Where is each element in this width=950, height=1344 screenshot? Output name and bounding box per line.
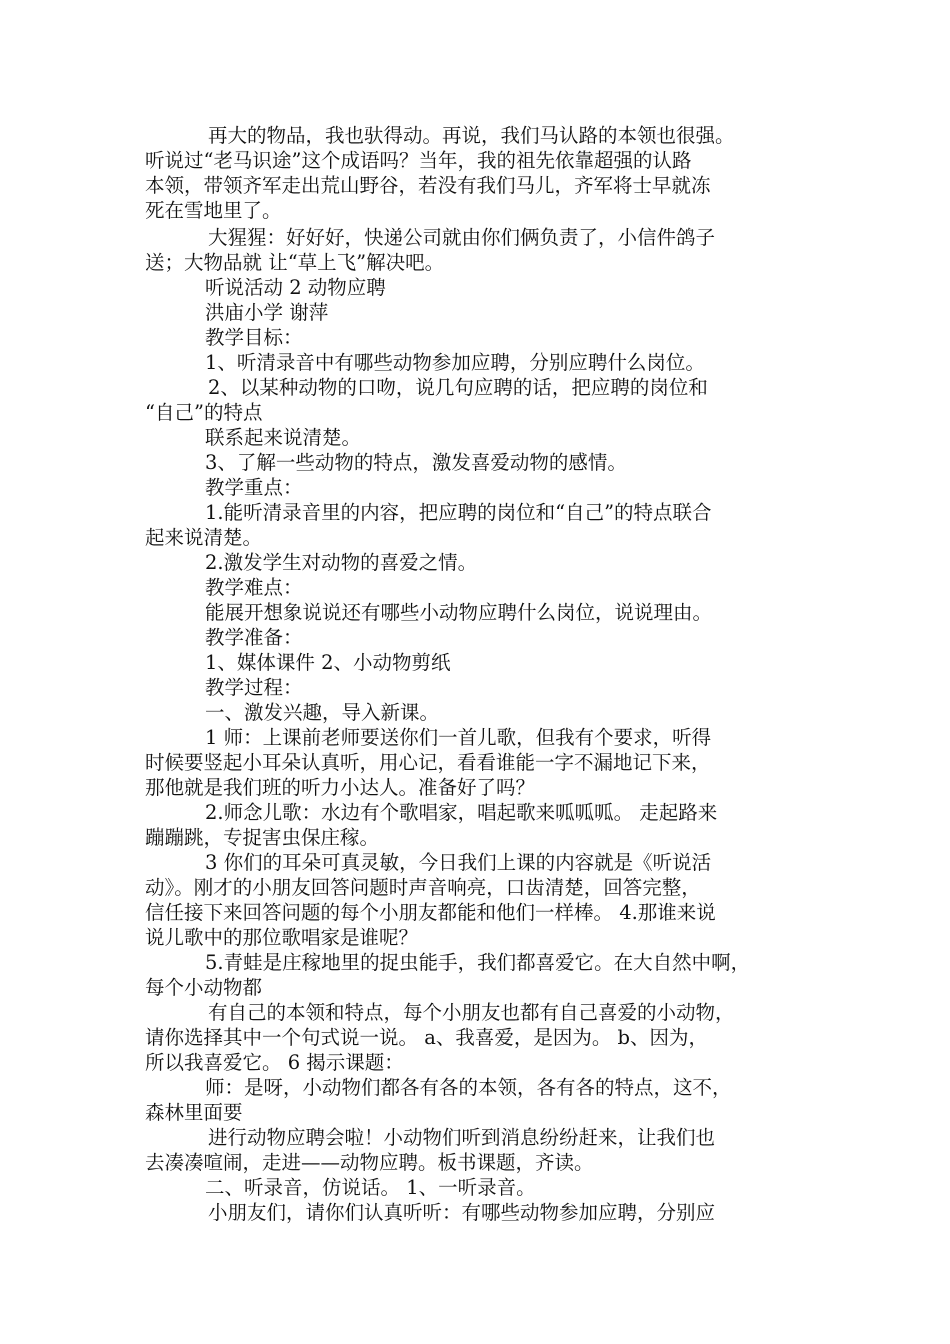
text-line: 1 师：上课前老师要送你们一首儿歌，但我有个要求，听得 <box>205 726 712 749</box>
text-line: 那他就是我们班的听力小达人。准备好了吗？ <box>145 776 536 799</box>
text-line: 1、听清录音中有哪些动物参加应聘，分别应聘什么岗位。 <box>205 351 705 374</box>
text-line: 信任接下来回答问题的每个小朋友都能和他们一样棒。 4.那谁来说 <box>145 901 716 924</box>
text-line: “自己”的特点 <box>145 401 263 424</box>
text-line: 教学目标： <box>205 326 303 349</box>
text-line: 小朋友们，请你们认真听听：有哪些动物参加应聘，分别应 <box>208 1201 716 1224</box>
text-line: 请你选择其中一个句式说一说。 a、我喜爱，是因为。 b、因为， <box>145 1026 709 1049</box>
text-line: 1、媒体课件 2、小动物剪纸 <box>205 651 451 674</box>
text-line: 动》。刚才的小朋友回答问题时声音响亮，口齿清楚，回答完整， <box>145 876 701 899</box>
text-line: 本领，带领齐军走出荒山野谷，若没有我们马儿，齐军将士早就冻 <box>145 174 711 197</box>
text-line: 有自己的本领和特点，每个小朋友也都有自己喜爱的小动物， <box>208 1001 735 1024</box>
text-line: 所以我喜爱它。 6 揭示课题： <box>145 1051 404 1074</box>
text-line: 能展开想象说说还有哪些小动物应聘什么岗位，说说理由。 <box>205 601 713 624</box>
text-line: 教学难点： <box>205 576 303 599</box>
text-line: 起来说清楚。 <box>145 526 263 549</box>
text-line: 时候要竖起小耳朵认真听，用心记，看看谁能一字不漏地记下来， <box>145 751 711 774</box>
text-line: 3、了解一些动物的特点，激发喜爱动物的感情。 <box>205 451 627 474</box>
text-line: 蹦蹦跳，专捉害虫保庄稼。 <box>145 826 380 849</box>
text-line: 二、听录音，仿说话。 1、一听录音。 <box>205 1176 536 1199</box>
text-line: 3 你们的耳朵可真灵敏，今日我们上课的内容就是《听说活 <box>205 851 712 874</box>
text-line: 教学准备： <box>205 626 303 649</box>
text-line: 5.青蛙是庄稼地里的捉虫能手，我们都喜爱它。在大自然中啊， <box>205 951 751 974</box>
text-line: 大猩猩：好好好，快递公司就由你们俩负责了，小信件鸽子 <box>208 226 716 249</box>
text-line: 1.能听清录音里的内容，把应聘的岗位和“自己”的特点联合 <box>205 501 712 524</box>
text-line: 说儿歌中的那位歌唱家是谁呢？ <box>145 926 419 949</box>
text-line: 师：是呀，小动物们都各有各的本领，各有各的特点，这不， <box>205 1076 732 1099</box>
text-line: 2.师念儿歌：水边有个歌唱家，唱起歌来呱呱呱。 走起路来 <box>205 801 718 824</box>
text-line: 2.激发学生对动物的喜爱之情。 <box>205 551 478 574</box>
text-line: 教学过程： <box>205 676 303 699</box>
text-line: 送；大物品就 让“草上飞”解决吧。 <box>145 251 445 274</box>
text-line: 森林里面要 <box>145 1101 243 1124</box>
text-line: 教学重点： <box>205 476 303 499</box>
text-line: 听说过“老马识途”这个成语吗？当年，我的祖先依靠超强的认路 <box>145 149 692 172</box>
text-line: 洪庙小学 谢萍 <box>205 301 329 324</box>
text-line: 2、以某种动物的口吻，说几句应聘的话，把应聘的岗位和 <box>208 376 708 399</box>
text-line: 一、激发兴趣，导入新课。 <box>205 701 440 724</box>
text-line: 听说活动 2 动物应聘 <box>205 276 386 299</box>
text-line: 再大的物品，我也驮得动。再说，我们马认路的本领也很强。 <box>208 124 735 147</box>
text-line: 进行动物应聘会啦！小动物们听到消息纷纷赶来，让我们也 <box>208 1126 716 1149</box>
text-line: 死在雪地里了。 <box>145 199 282 222</box>
text-line: 联系起来说清楚。 <box>205 426 362 449</box>
text-line: 每个小动物都 <box>145 976 263 999</box>
text-line: 去凑凑喧闹，走进——动物应聘。板书课题，齐读。 <box>145 1151 594 1174</box>
